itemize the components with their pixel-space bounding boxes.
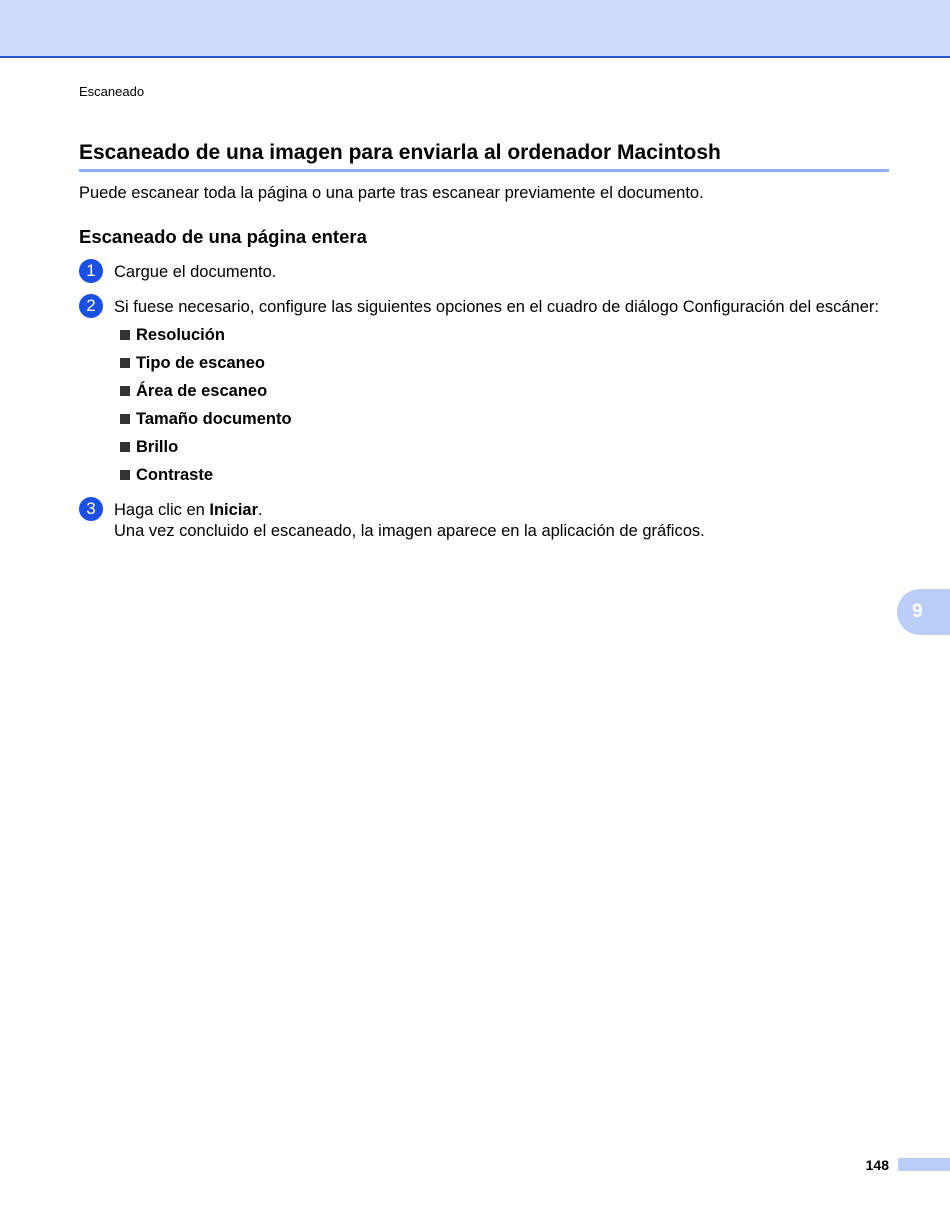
top-banner [0, 0, 950, 58]
option-item [120, 465, 213, 485]
step-3-text [114, 500, 263, 521]
option-item [120, 325, 225, 345]
option-item [120, 381, 267, 401]
step-2-text: Si fuese necesario, configure las siguientes opciones en el cuadro de diálogo Configuración del escáner: [114, 298, 879, 316]
option-label: Área de escaneo [136, 382, 268, 400]
running-header: Escaneado [79, 84, 145, 99]
bullet-square-icon [120, 358, 130, 368]
step-3-number-icon: 3 [79, 497, 103, 521]
page-number: 148 [865, 1157, 889, 1173]
option-item [120, 353, 265, 373]
intro-paragraph: Puede escanear toda la página o una parte tras escanear previamente el documento. [79, 184, 704, 202]
bullet-square-icon [120, 442, 130, 452]
bullet-square-icon [120, 470, 130, 480]
option-label: Contraste [136, 466, 214, 484]
step-2-number-icon: 2 [79, 294, 103, 318]
option-item [120, 437, 178, 457]
section-title: Escaneado de una imagen para enviarla al ordenador Macintosh [79, 140, 889, 172]
option-label: Tamaño documento [136, 410, 292, 428]
chapter-tab: 9 [897, 589, 950, 635]
option-item [120, 409, 292, 429]
option-label: Tipo de escaneo [136, 354, 265, 372]
step-1-text: Cargue el documento. [114, 263, 277, 281]
footer-bar [898, 1158, 950, 1171]
step-3-text-prefix: Haga clic en [114, 501, 210, 519]
step-1-number-icon: 1 [79, 259, 103, 283]
bullet-square-icon [120, 386, 130, 396]
start-button-reference: Iniciar [209, 501, 258, 519]
step-3-text-suffix: . [258, 501, 263, 519]
step-3-result: Una vez concluido el escaneado, la imagen aparece en la aplicación de gráficos. [114, 522, 705, 540]
option-label: Resolución [136, 326, 225, 344]
bullet-square-icon [120, 330, 130, 340]
bullet-square-icon [120, 414, 130, 424]
option-label: Brillo [136, 438, 179, 456]
subsection-title: Escaneado de una página entera [79, 226, 367, 247]
